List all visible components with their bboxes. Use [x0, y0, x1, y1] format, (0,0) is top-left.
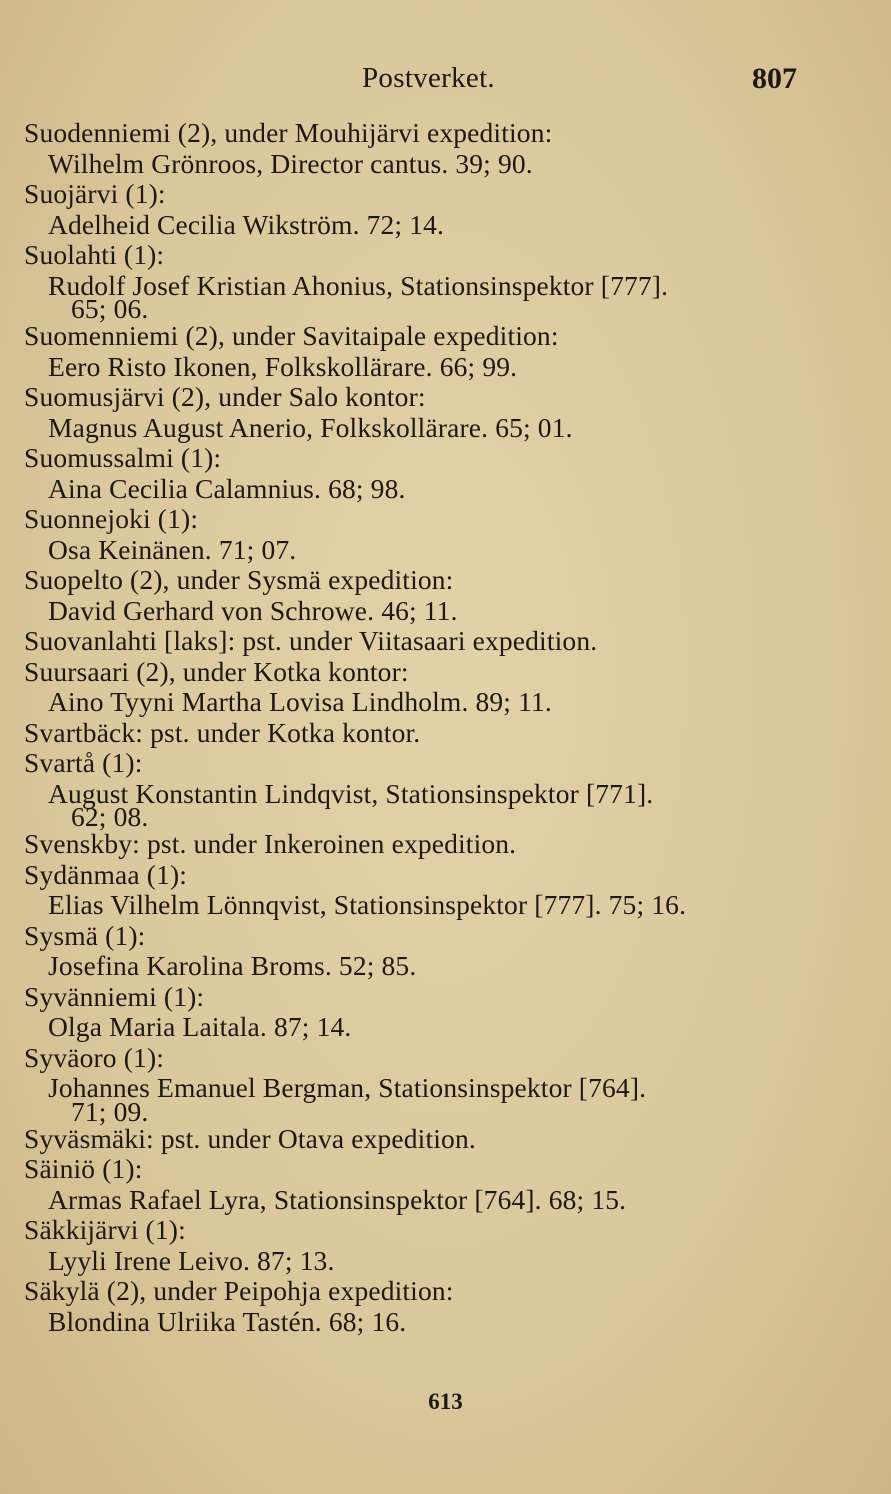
place-heading: Suonnejoki (1):: [24, 503, 199, 534]
place-heading: Suursaari (2), under Kotka kontor:: [24, 655, 409, 687]
official-entry: Rudolf Josef Kristian Ahonius, Stationsinspektor [777].: [48, 269, 669, 301]
page-header: [0, 62, 891, 102]
official-entry: Aino Tyyni Martha Lovisa Lindholm. 89; 11.: [48, 686, 552, 717]
sheet-signature: 613: [428, 1389, 463, 1414]
place-heading: Suomussalmi (1):: [24, 442, 222, 473]
place-heading: Syvänniemi (1):: [24, 980, 205, 1012]
page-number: 807: [752, 62, 797, 95]
official-entry: Johannes Emanuel Bergman, Stationsinspektor [764].: [48, 1072, 647, 1103]
official-entry: Adelheid Cecilia Wikström. 72; 14.: [48, 208, 445, 240]
place-heading: Svenskby: pst. under Inkeroinen expedition.: [24, 828, 517, 859]
place-heading: Svartå (1):: [24, 747, 143, 778]
official-entry: Wilhelm Grönroos, Director cantus. 39; 90.: [48, 147, 533, 179]
running-title: Postverket.: [362, 62, 495, 94]
place-heading: Svartbäck: pst. under Kotka kontor.: [24, 716, 421, 748]
place-heading: Suojärvi (1):: [24, 178, 166, 209]
place-heading: Suolahti (1):: [24, 239, 165, 270]
official-entry: Lyyli Irene Leivo. 87; 13.: [48, 1244, 335, 1276]
entry-continuation: 71; 09.: [71, 1095, 149, 1127]
place-heading: Suomusjärvi (2), under Salo kontor:: [24, 381, 426, 412]
entry-continuation: 62; 08.: [71, 801, 149, 832]
official-entry: Aina Cecilia Calamnius. 68; 98.: [48, 472, 406, 504]
place-heading: Säkkijärvi (1):: [24, 1214, 186, 1245]
place-heading: Sysmä (1):: [24, 919, 146, 951]
place-heading: Suovanlahti [laks]: pst. under Viitasaari expedition.: [24, 625, 598, 656]
place-heading: Syväoro (1):: [24, 1041, 165, 1073]
official-entry: Josefina Karolina Broms. 52; 85.: [48, 950, 417, 981]
directory-entries: [24, 118, 804, 1337]
official-entry: Armas Rafael Lyra, Stationsinspektor [764]. 68; 15.: [48, 1183, 627, 1215]
official-entry: Osa Keinänen. 71; 07.: [48, 533, 297, 565]
place-heading: Säkylä (2), under Peipohja expedition:: [24, 1275, 454, 1306]
official-entry: Olga Maria Laitala. 87; 14.: [48, 1011, 352, 1042]
place-heading: Syväsmäki: pst. under Otava expedition.: [24, 1122, 476, 1154]
place-heading: Säiniö (1):: [24, 1153, 143, 1184]
official-entry: Eero Risto Ikonen, Folkskollärare. 66; 99.: [48, 350, 518, 382]
official-entry: Magnus August Anerio, Folkskollärare. 65; 01.: [48, 411, 573, 443]
place-heading: Suopelto (2), under Sysmä expedition:: [24, 564, 454, 595]
place-heading: Sydänmaa (1):: [24, 858, 188, 890]
official-entry: David Gerhard von Schrowe. 46; 11.: [48, 594, 458, 626]
official-entry: Elias Vilhelm Lönnqvist, Stationsinspektor [777]. 75; 16.: [48, 889, 687, 920]
official-entry: August Konstantin Lindqvist, Stationsinspektor [771].: [48, 777, 654, 809]
place-heading: Suomenniemi (2), under Savitaipale expedition:: [24, 320, 559, 351]
entry-continuation: 65; 06.: [71, 293, 149, 324]
place-heading: Suodenniemi (2), under Mouhijärvi expedition:: [24, 117, 553, 148]
official-entry: Blondina Ulriika Tastén. 68; 16.: [48, 1305, 407, 1337]
